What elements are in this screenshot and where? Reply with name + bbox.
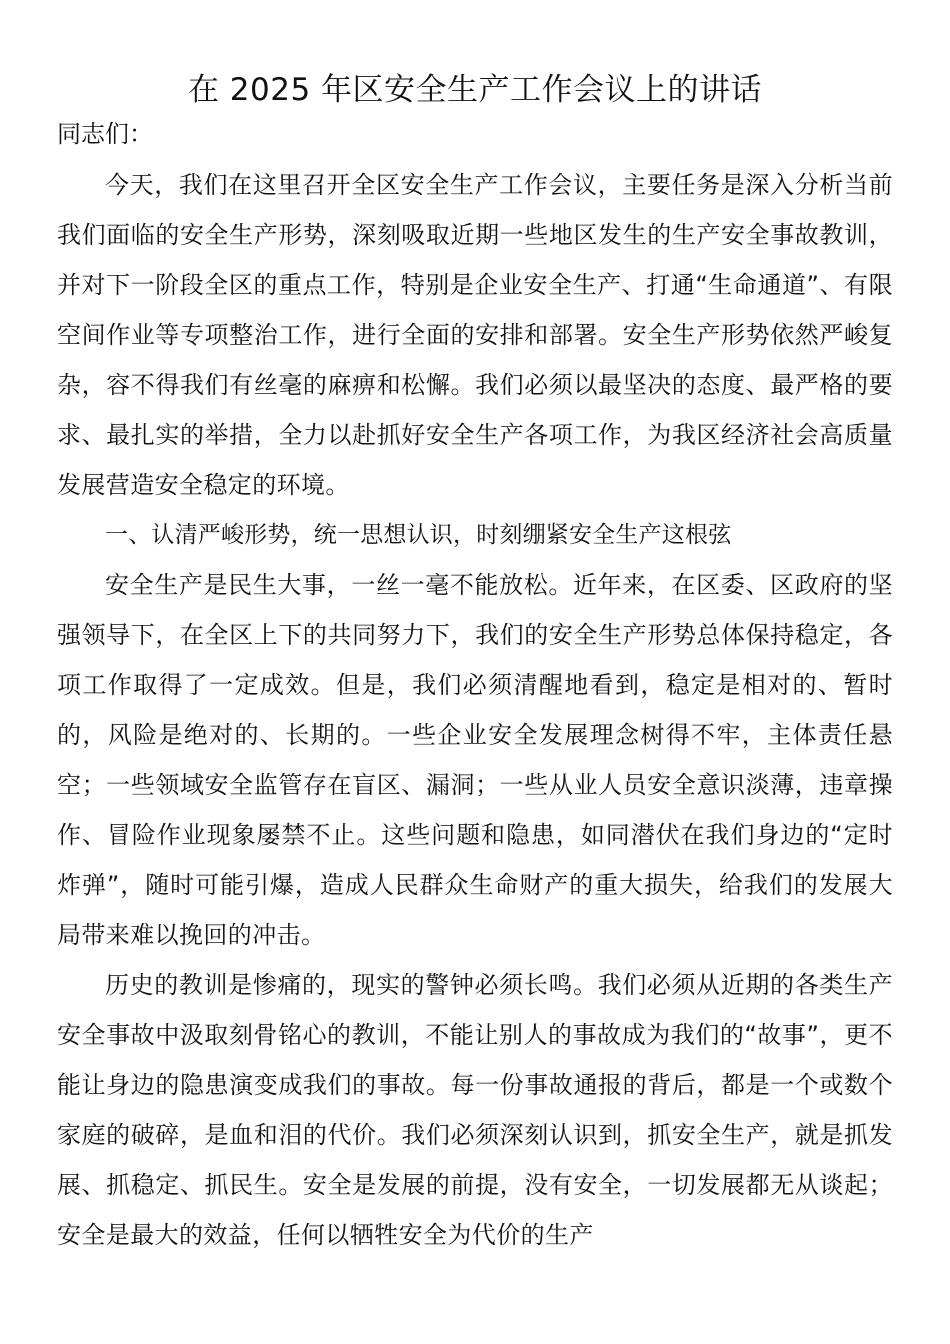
paragraph-lessons: 历史的教训是惨痛的，现实的警钟必须长鸣。我们必须从近期的各类生产安全事故中汲取刻骨铭心的教训，不能让别人的事故成为我们的“故事”，更不能让身边的隐患演变成我们的事故。每一份事故通报的背后，都是一个或数个家庭的破碎，是血和泪的代价。我们必须深刻认识到，抓安全生产，就是抓发展、抓稳定、抓民生。安全是发展的前提，没有安全，一切发展都无从谈起；安全是最大的效益，任何以牺牲安全为代价的生产 [57, 971, 893, 1249]
document-title: 在 2025 年区安全生产工作会议上的讲话 [187, 72, 763, 108]
section-heading-1: 一、认清严峻形势，统一思想认识，时刻绷紧安全生产这根弦 [105, 522, 732, 548]
paragraph-opening: 今天，我们在这里召开全区安全生产工作会议，主要任务是深入分析当前我们面临的安全生产形势，深刻吸取近期一些地区发生的生产安全事故教训，并对下一阶段全区的重点工作，特别是企业安全生产、打通“生命通道”、有限空间作业等专项整治工作，进行全面的安排和部署。安全生产形势依然严峻复杂，容不得我们有丝毫的麻痹和松懈。我们必须以最坚决的态度、最严格的要求、最扎实的举措，全力以赴抓好安全生产各项工作，为我区经济社会高质量发展营造安全稳定的环境。 [57, 171, 893, 499]
document-page [57, 62, 893, 1260]
salutation: 同志们： [57, 120, 153, 148]
paragraph-situation: 安全生产是民生大事，一丝一毫不能放松。近年来，在区委、区政府的坚强领导下，在全区上下的共同努力下，我们的安全生产形势总体保持稳定，各项工作取得了一定成效。但是，我们必须清醒地看到，稳定是相对的、暂时的，风险是绝对的、长期的。一些企业安全发展理念树得不牢，主体责任悬空；一些领域安全监管存在盲区、漏洞；一些从业人员安全意识淡薄，违章操作、冒险作业现象屡禁不止。这些问题和隐患，如同潜伏在我们身边的“定时炸弹”，随时可能引爆，造成人民群众生命财产的重大损失，给我们的发展大局带来难以挽回的冲击。 [57, 571, 893, 949]
